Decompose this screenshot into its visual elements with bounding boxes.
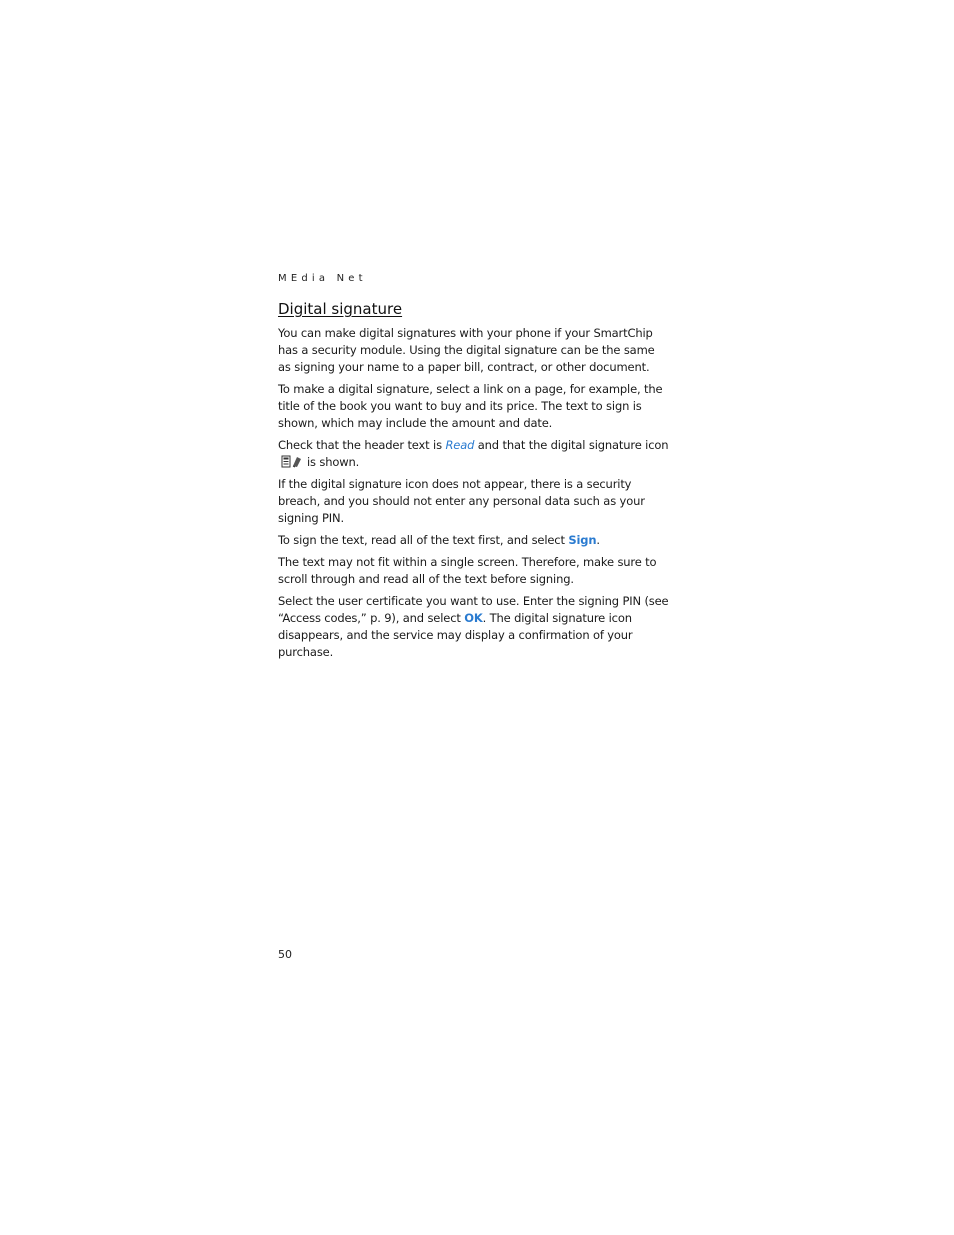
text-cert-after: . The digital signature icon disappears, and the service may display a confirmation of your purchase. [278,611,633,659]
ok-keyword: OK [464,611,483,625]
paragraph-intro: You can make digital signatures with your phone if your SmartChip has a security module. Using the digital signature can be the same as signing your name to a paper bill, contract, or other document. [278,326,655,374]
paragraph-certificate [278,593,670,661]
main-content [278,299,670,666]
paragraph-security-breach: If the digital signature icon does not appear, there is a security breach, and you should not enter any personal data such as your signing PIN. [278,477,645,525]
paragraph-scroll: The text may not fit within a single screen. Therefore, make sure to scroll through and read all of the text before signing. [278,555,657,586]
text-check-middle: and that the digital signature icon [474,438,669,452]
read-keyword: Read [445,438,475,452]
text-check-before: Check that the header text is [278,438,446,452]
page-number: 50 [278,948,292,961]
digital-signature-icon [281,455,303,468]
text-cert-before: Select the user certificate you want to use. Enter the signing PIN (see “Access codes,” p. 9), and select [278,594,669,625]
paragraph-select-sign [278,532,670,549]
text-sign-after: . [596,533,600,547]
text-check-after: is shown. [307,455,360,469]
paragraph-how-to-sign: To make a digital signature, select a link on a page, for example, the title of the book you want to buy and its price. The text to sign is shown, which may include the amount and date. [278,382,663,430]
paragraph-check-header [278,437,670,471]
running-header: MEdia Net [278,273,367,284]
text-sign-before: To sign the text, read all of the text first, and select [278,533,569,547]
sign-keyword: Sign [568,533,597,547]
section-title: Digital signature [278,300,403,318]
